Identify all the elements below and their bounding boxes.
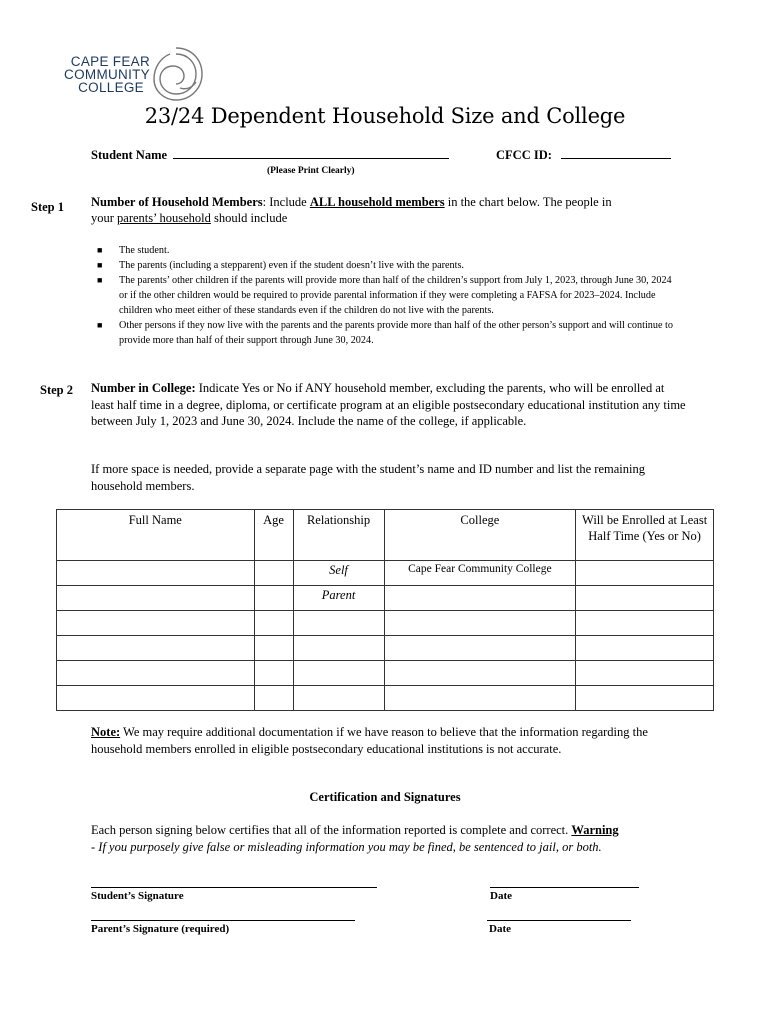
- step1-text-a: : Include: [262, 195, 310, 209]
- table-header-row: [57, 510, 714, 561]
- table-row: [57, 686, 714, 711]
- table-row: [57, 586, 714, 611]
- cell-relationship: Self: [293, 561, 384, 586]
- cell-college[interactable]: [384, 611, 576, 636]
- list-item: ■ The parents (including a stepparent) even if the student doesn’t live with the parents.: [97, 260, 464, 271]
- certification-text: Each person signing below certifies that all of the information reported is complete and correct.: [91, 823, 572, 837]
- cell-relationship[interactable]: [293, 611, 384, 636]
- col-enrolled-half-time: Will be Enrolled at Least Half Time (Yes or No): [576, 510, 714, 561]
- note-paragraph: [91, 724, 651, 757]
- student-name-label: Student Name: [91, 148, 168, 162]
- col-relationship: Relationship: [293, 510, 384, 561]
- cell-age[interactable]: [254, 661, 293, 686]
- cell-full-name[interactable]: [57, 586, 255, 611]
- cell-age[interactable]: [254, 686, 293, 711]
- step1-text-d: your: [91, 211, 118, 225]
- step1-parents-household: parents’ household: [117, 211, 211, 225]
- table-row: [57, 661, 714, 686]
- cell-enrolled[interactable]: [576, 561, 714, 586]
- student-signature-line[interactable]: [91, 887, 377, 888]
- cell-college[interactable]: [384, 586, 576, 611]
- step2-paragraph: [91, 380, 689, 430]
- table-row: [57, 611, 714, 636]
- cell-full-name[interactable]: [57, 686, 255, 711]
- step1-label: Step 1: [31, 200, 64, 214]
- step1-text-f: should include: [210, 211, 288, 225]
- cell-college[interactable]: [384, 661, 576, 686]
- cell-age[interactable]: [254, 561, 293, 586]
- cell-age[interactable]: [254, 636, 293, 661]
- step1-text-c: in the chart below. The people in: [444, 195, 612, 209]
- logo-line-3: COLLEGE: [78, 80, 144, 95]
- table-row: [57, 636, 714, 661]
- list-item: ■ The parents’ other children if the parents will provide more than half of the children’s support from July 1, 2023, through June 30, 2024 or if the other children would be required to provide parental information if they were completing a FAFSA for 2023–2024. Include children who meet either of these standards even if the children do not live with the parents.: [97, 275, 672, 316]
- list-item: ■ Other persons if they now live with the parents and the parents provide more than half of the other person’s support and will continue to provide more than half of their support through June 30, 2024.: [97, 320, 673, 346]
- logo-line-2: COMMUNITY: [64, 67, 150, 82]
- col-full-name: Full Name: [57, 510, 255, 561]
- step2-label: Step 2: [40, 383, 73, 397]
- cell-age[interactable]: [254, 611, 293, 636]
- logo-line-1: CAPE FEAR: [70, 54, 150, 69]
- parent-signature-line[interactable]: [91, 920, 355, 921]
- parent-signature-label: Parent’s Signature (required): [91, 923, 230, 935]
- student-name-field[interactable]: [173, 158, 449, 159]
- student-date-line[interactable]: [490, 887, 639, 888]
- cell-enrolled[interactable]: [576, 586, 714, 611]
- step1-all-members: ALL household members: [309, 195, 445, 209]
- college-logo-text: [54, 55, 150, 94]
- col-age: Age: [254, 510, 293, 561]
- cfcc-id-label: CFCC ID:: [496, 148, 552, 162]
- household-members-table: [56, 509, 714, 711]
- cell-relationship[interactable]: [293, 636, 384, 661]
- note-label: Note:: [91, 725, 121, 739]
- parent-date-line[interactable]: [487, 920, 631, 921]
- cfcc-id-row: [496, 148, 671, 163]
- cell-full-name[interactable]: [57, 611, 255, 636]
- page-title: 23/24 Dependent Household Size and College: [144, 104, 626, 128]
- cell-enrolled[interactable]: [576, 686, 714, 711]
- cell-enrolled[interactable]: [576, 611, 714, 636]
- cell-college[interactable]: [384, 636, 576, 661]
- step2-heading: Number in College:: [91, 381, 196, 395]
- more-space-note: If more space is needed, provide a separate page with the student’s name and ID number and list the remaining household members.: [91, 462, 645, 493]
- cell-enrolled[interactable]: [576, 661, 714, 686]
- cell-full-name[interactable]: [57, 661, 255, 686]
- col-college: College: [384, 510, 576, 561]
- student-signature-label: Student’s Signature: [91, 890, 184, 902]
- warning-label: Warning: [571, 823, 619, 837]
- student-date-label: Date: [490, 890, 512, 902]
- parent-date-label: Date: [489, 923, 511, 935]
- certification-paragraph: [91, 822, 711, 855]
- college-logo-mark: [146, 44, 206, 104]
- step1-intro: [91, 194, 691, 226]
- cell-enrolled[interactable]: [576, 636, 714, 661]
- cell-relationship[interactable]: [293, 686, 384, 711]
- cell-full-name[interactable]: [57, 561, 255, 586]
- cell-relationship: Parent: [293, 586, 384, 611]
- cell-full-name[interactable]: [57, 636, 255, 661]
- table-row: [57, 561, 714, 586]
- cell-age[interactable]: [254, 586, 293, 611]
- cfcc-id-field[interactable]: [561, 158, 671, 159]
- cell-college: Cape Fear Community College: [384, 561, 576, 586]
- step2-text: Indicate Yes or No if ANY household member, excluding the parents, who will be enrolled at least half time in a degree, diploma, or certificate program at an eligible postsecondary educational institution any time between July 1, 2023 and June 30, 2024. Include the name of the college, if applicable.: [91, 381, 686, 428]
- list-item: ■ The student.: [97, 245, 170, 256]
- student-name-row: [91, 148, 449, 163]
- step1-bullet-list: [97, 243, 682, 348]
- certification-heading: Certification and Signatures: [309, 790, 461, 804]
- cell-relationship[interactable]: [293, 661, 384, 686]
- warning-text: - If you purposely give false or misleading information you may be fined, be sentenced to jail, or both.: [91, 839, 602, 854]
- note-text: We may require additional documentation if we have reason to believe that the information regarding the household members enrolled in eligible postsecondary educational institutions is not accurate.: [91, 725, 648, 756]
- print-clearly-note: (Please Print Clearly): [267, 166, 355, 176]
- step1-heading: Number of Household Members: [91, 195, 263, 209]
- cell-college[interactable]: [384, 686, 576, 711]
